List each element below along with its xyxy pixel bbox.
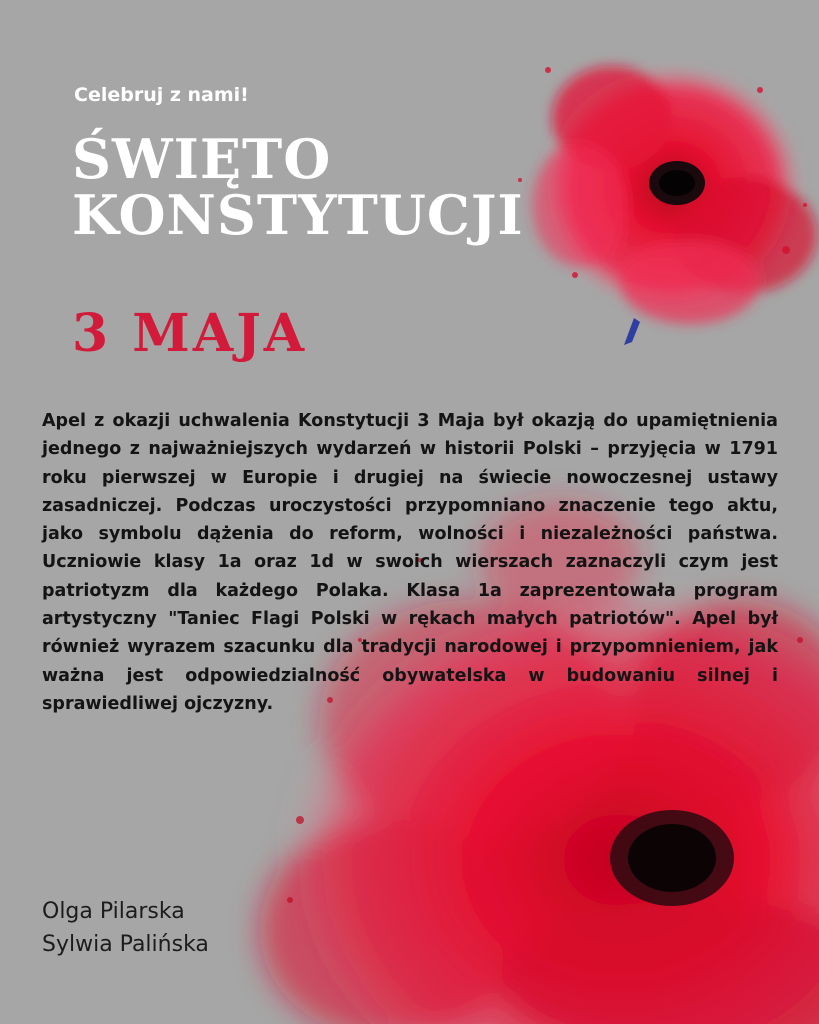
bottom-poppy-center — [610, 810, 734, 906]
authors — [42, 895, 209, 961]
title-line-1: ŚWIĘTO — [72, 127, 332, 191]
page-title — [72, 127, 524, 247]
author-name: Sylwia Palińska — [42, 932, 209, 957]
tagline: Celebruj z nami! — [74, 84, 249, 106]
title-line-2: KONSTYTUCJI — [72, 183, 524, 247]
top-poppy-stem — [624, 318, 640, 345]
author-name: Olga Pilarska — [42, 899, 185, 924]
article-body: Apel z okazji uchwalenia Konstytucji 3 Maja był okazją do upamiętnienia jednego z najważniejszych wydarzeń w historii Polski – przyjęcia w 1791 roku pierwszej w Europie i drugiej na świecie nowoczesnej ustawy zasadniczej. Podczas uroczystości przypomniano znaczenie tego aktu, jako symbolu dążenia do reform, wolności i niezależności państwa. Uczniowie klasy 1a oraz 1d w swoich wierszach zaznaczyli czym jest patriotyzm dla każdego Polaka. Klasa 1a zaprezentowała program artystyczny "Taniec Flagi Polski w rękach małych patriotów". Apel był również wyrazem szacunku dla tradycji narodowej i przypomnieniem, jak ważna jest odpowiedzialność obywatelska w budowaniu silnej i sprawiedliwej ojczyzny. — [42, 411, 778, 714]
top-poppy-center — [649, 161, 705, 205]
title-date: 3 MAJA — [72, 303, 308, 364]
